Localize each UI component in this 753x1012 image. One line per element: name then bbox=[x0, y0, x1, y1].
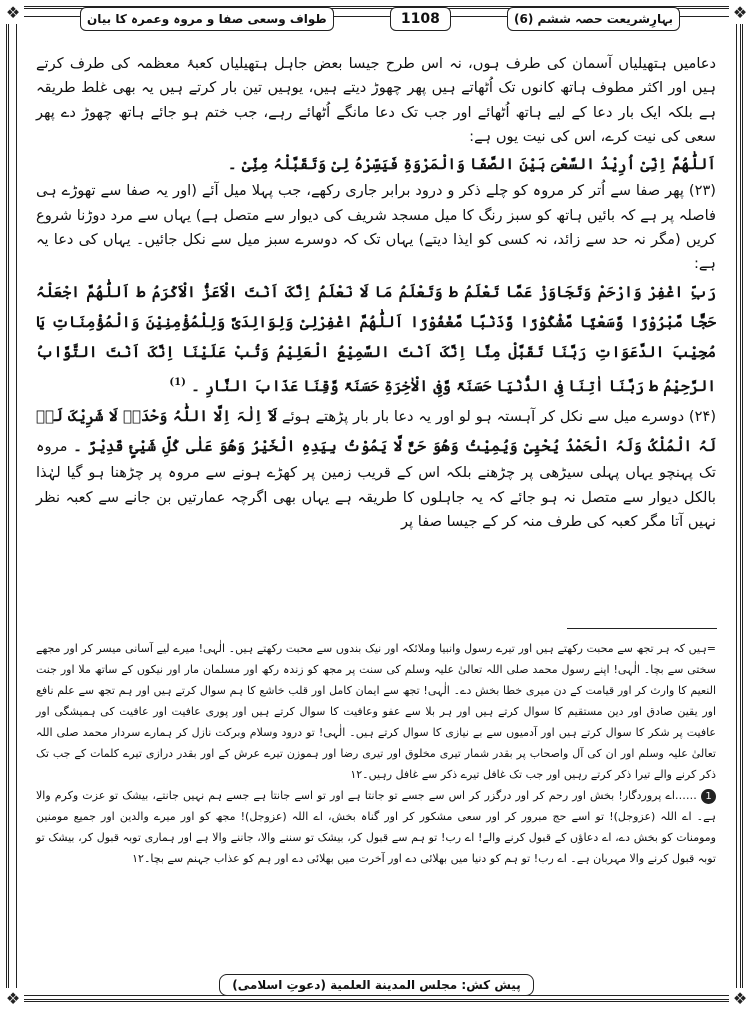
chapter-title: طواف وسعی صفا و مروہ وعمرہ کا بیان bbox=[80, 7, 334, 31]
paragraph-intro: دعامیں ہتھیلیاں آسمان کی طرف ہوں، نہ اس طرح جیسا بعض جاہل ہتھیلیاں کعبۂ معظمہ کی طرف کرتے ہیں اور اکثر مطوف ہاتھ کانوں تک اُٹھاتے ہیں پھر چھوڑ دیتے ہیں، یوہیں تین بار کرتے ہیں یہ بھی غلط طریقہ ہے بلکہ ایک بار دعا کے لیے ہاتھ اُٹھائے اور جب تک دعا مانگے اُٹھائے رہے، جب ختم ہو جائے ہاتھ چھوڑ دے پھر سعی کی نیت کرے، اس کی نیت یوں ہے: bbox=[36, 55, 716, 145]
paragraph-23: (۲۳) پھر صفا سے اُتر کر مروہ کو چلے ذکر و درود برابر جاری رکھے، جب پہلا میل آئے (اور یہ صفا سے تھوڑے ہی فاصلہ پر ہے کہ بائیں ہاتھ کو سبز رنگ کا میل مسجد شریف کی دیوار سے متصل ہے) یہاں سے مرد دوڑنا شروع کریں (مگر نہ حد سے زائد، نہ کسی کو ایذا دیتے) یہاں تک کہ دوسرے سبز میل سے نکل جائیں۔ یہاں کی دعا یہ ہے: bbox=[36, 182, 716, 273]
footnote-1-text: ……اے پروردگار! بخش اور رحم کر اور درگزر کر اس سے جسے تو جانتا ہے اور تو اسے جانتا ہے جسے ہم نہیں جانتے، بیشک تو عزت وکرم والا ہے۔ اے اللہ (عزوجل)! تو اسے حج مبرور کر اور سعی مشکور کر اور گناہ بخش، اے اللہ (عزوجل)! مجھ کو اور میرے والدین اور جمیع مومنین ومومنات کو بخش دے، اے دعاؤں کے قبول کرنے والے! اے رب! تو ہم سے قبول کر، بیشک تو سننے والا، جاننے والا ہے اور ہماری توبہ قبول کر، بیشک تو توبہ قبول کرنے والا مہربان ہے۔ اے رب! تو ہم کو دنیا میں بھلائی دے اور آخرت میں بھلائی دے اور ہم کو عذاب جہنم سے بچا۔۱۲ bbox=[36, 789, 716, 865]
footnote-1 bbox=[36, 785, 716, 869]
publisher-suffix: (دعوتِ اسلامی) bbox=[232, 978, 326, 992]
page-footer bbox=[0, 974, 753, 996]
main-text bbox=[36, 52, 716, 534]
paragraph-24-intro: (۲۴) دوسرے میل سے نکل کر آہستہ ہو لو اور یہ دعا بار بار پڑھتے ہوئے bbox=[281, 407, 717, 425]
dua-sai-niyyat: اَللّٰھُمَّ اِنِّیْ اُرِیْدُ السَّعْیَ بَیْنَ الصَّفَا وَالْمَرْوَۃِ فَیَسِّرْہُ لِیْ وَتَقَبَّلْہُ مِنِّیْ ۔ bbox=[227, 155, 716, 174]
corner-ornament-icon: ❖ bbox=[2, 2, 24, 24]
paragraph-24-rest: مروہ تک پہنچو یہاں پہلی سیڑھی پر چڑھنے بلکہ اس کے قریب زمین پر کھڑے ہونے سے مروہ پر چڑھنا ہو گیا لہٰذا بالکل دیوار سے متصل نہ ہو جائے کہ یہ جاہلوں کا طریقہ ہے یہاں بھی اگرچہ عمارتیں بن جانے سے کعبہ نظر نہیں آتا مگر کعبہ کی طرف منہ کر کے جیسا صفا پر bbox=[36, 438, 716, 531]
publisher-prefix: پیش کش: bbox=[461, 978, 521, 992]
book-title: بہارِشریعت حصہ ششم (6) bbox=[507, 7, 680, 31]
corner-ornament-icon: ❖ bbox=[729, 988, 751, 1010]
publisher-box bbox=[219, 974, 533, 996]
footnote-ref-1[interactable]: (1) bbox=[169, 376, 186, 388]
corner-ornament-icon: ❖ bbox=[729, 2, 751, 24]
dua-green-mile-text: رَبِّ اغْفِرْ وَارْحَمْ وَتَجَاوَزْ عَمَّا تَعْلَمُ ط وَتَعْلَمُ مَا لَا نَعْلَمُ اِنَّکَ اَنْتَ الْاَعَزُّ الْاَکْرَمُ ط اَللّٰھُمَّ اجْعَلْہُ حَجًّا مَّبْرُوْرًا وَّسَعْیًا مَّشْکُوْرًا وَّذَنْبًا مَّغْفُوْرًا اَللّٰھُمَّ اغْفِرْلِیْ وَلِوَالِدَیَّ وَلِلْمُؤْمِنِیْنَ وَالْمُؤْمِنَاتِ یَا مُجِیْبَ الدَّعَوَاتِ رَبَّنَا تَقَبَّلْ مِنَّا اِنَّکَ اَنْتَ السَّمِیْعُ الْعَلِیْمُ وَتُبْ عَلَیْنَا اِنَّکَ اَنْتَ التَّوَّابُ الرَّحِیْمُ ط رَبَّنَا اٰتِنَا فِی الدُّنْیَا حَسَنَۃً وَّفِی الْاٰخِرَۃِ حَسَنَۃً وَّقِنَا عَذَابَ النَّارِ ۔ bbox=[36, 282, 716, 395]
footnote-separator bbox=[567, 628, 717, 629]
footnotes bbox=[36, 638, 716, 869]
page-number: 1108 bbox=[390, 7, 451, 31]
dua-tahlil: لَآ اِلٰہَ اِلَّا اللّٰہُ وَحْدَہٗ لَا شَرِیْکَ لَہٗ لَہُ الْمُلْکُ وَلَہُ الْحَمْدُ یُحْیِیْ وَیُمِیْتُ وَھُوَ حَیٌّ لَّا یَمُوْتُ بِیَدِہِ الْخَیْرُ وَھُوَ عَلٰی کُلِّ شَیْئٍ قَدِیْرٌ ۔ bbox=[36, 406, 716, 456]
footnote-number-badge: 1 bbox=[701, 789, 716, 804]
page-header bbox=[80, 6, 680, 32]
publisher-name: مجلس المدينة العلمية bbox=[330, 978, 458, 992]
dua-green-mile bbox=[36, 277, 716, 401]
corner-ornament-icon: ❖ bbox=[2, 988, 24, 1010]
footnote-continued: =ہیں کہ ہر تجھ سے محبت رکھتے ہیں اور تیرے رسول وانبیا وملائکہ اور نیک بندوں سے محبت رکھتے ہیں۔ الٰہی! میرے لیے آسانی میسر کر اور مجھے سختی سے بچا۔ الٰہی! اپنے رسول محمد صلی اللہ تعالیٰ علیہ وسلم کی سنت پر مجھ کو زندہ رکھ اور مسلمان مار اور نیکوں کے ساتھ ملا اور جنت النعیم کا وارث کر اور قیامت کے دن میری خطا بخش دے۔ الٰہی! تجھ سے ایمان کامل اور قلب خاشع کا ہم سوال کرتے ہیں اور ہم تجھ سے علم نافع اور یقین صادق اور دین مستقیم کا سوال کرتے ہیں اور ہر بلا سے عفو وعافیت کا سوال کرتے ہیں اور پوری عافیت اور عافیت کی ہمیشگی اور عافیت پر شکر کا سوال کرتے ہیں اور آدمیوں سے بے نیازی کا سوال کرتے ہیں۔ الٰہی! تو درود وسلام وبرکت نازل کر ہمارے سردار محمد صلی اللہ تعالیٰ علیہ وسلم اور ان کی آل واصحاب پر بقدر شمار تیری مخلوق اور تیری رضا اور ہموزن تیرے عرش کے اور بقدر درازی تیرے کلمات کے جب تک ذکر کرنے والے تیرا ذکر کرتے رہیں اور جب تک غافل تیرے ذکر سے غافل رہیں۔۱۲ bbox=[36, 642, 716, 781]
paragraph-24 bbox=[36, 401, 716, 534]
